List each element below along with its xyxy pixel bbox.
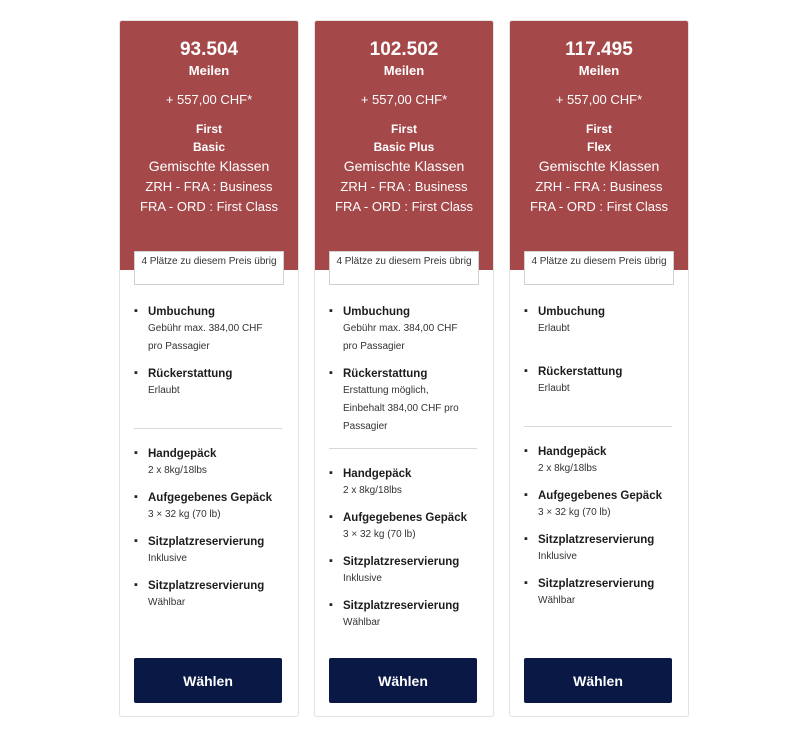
availability-badge: 4 Plätze zu diesem Preis übrig (329, 251, 479, 285)
bullet-icon: ▪ (329, 305, 333, 317)
feature-desc: Inklusive (538, 551, 577, 562)
feature-seat-reservation (524, 576, 674, 610)
fare-card-first-basic (119, 20, 299, 717)
feature-rebooking (329, 304, 479, 356)
bullet-icon: ▪ (524, 577, 528, 589)
divider (524, 426, 672, 427)
availability-badge: 4 Plätze zu diesem Preis übrig (524, 251, 674, 285)
segment-1-class: ZRH - FRA : Business (340, 179, 468, 194)
feature-title: Handgepäck (343, 468, 412, 480)
feature-desc: 3 × 32 kg (70 lb) (343, 529, 416, 540)
feature-refund (134, 366, 284, 400)
divider (134, 428, 282, 429)
availability-badge: 4 Plätze zu diesem Preis übrig (134, 251, 284, 285)
feature-title: Rückerstattung (343, 368, 428, 380)
cabin-class: First (195, 122, 222, 136)
bullet-icon: ▪ (134, 447, 138, 459)
feature-desc: Einbehalt 384,00 CHF pro (343, 403, 459, 414)
bullet-icon: ▪ (329, 467, 333, 479)
bullet-icon: ▪ (134, 367, 138, 379)
miles-unit: Meilen (188, 63, 230, 78)
fare-card-header (315, 21, 493, 270)
feature-desc: Erlaubt (148, 385, 180, 396)
segment-2-class: FRA - ORD : First Class (530, 199, 668, 214)
feature-desc: pro Passagier (343, 341, 405, 352)
bullet-icon: ▪ (329, 555, 333, 567)
feature-title: Sitzplatzreservierung (343, 556, 460, 568)
mixed-classes-label: Gemischte Klassen (538, 158, 660, 174)
feature-title: Aufgegebenes Gepäck (148, 492, 272, 504)
feature-hand-baggage (329, 466, 479, 500)
bullet-icon: ▪ (524, 445, 528, 457)
feature-desc: Wählbar (343, 617, 381, 628)
cabin-class: First (390, 122, 417, 136)
feature-desc: Gebühr max. 384,00 CHF (343, 323, 458, 334)
fare-card-first-basic-plus (314, 20, 494, 717)
segment-1-class: ZRH - FRA : Business (535, 179, 663, 194)
miles-amount: 117.495 (565, 39, 633, 60)
miles-amount: 93.504 (179, 39, 239, 60)
feature-rebooking (524, 304, 674, 338)
feature-title: Rückerstattung (538, 366, 623, 378)
feature-seat-reservation (524, 532, 674, 566)
divider (329, 448, 477, 449)
fare-card-first-flex (509, 20, 689, 717)
cabin-class: First (585, 122, 612, 136)
feature-desc: 2 x 8kg/18lbs (343, 485, 402, 496)
feature-title: Sitzplatzreservierung (343, 600, 460, 612)
feature-seat-reservation (329, 554, 479, 588)
feature-desc: Inklusive (343, 573, 382, 584)
select-fare-button[interactable]: Wählen (134, 658, 282, 703)
miles-amount: 102.502 (369, 39, 439, 60)
feature-refund (524, 364, 674, 398)
feature-title: Aufgegebenes Gepäck (343, 512, 467, 524)
miles-unit: Meilen (578, 63, 620, 78)
feature-checked-baggage (329, 510, 479, 544)
bullet-icon: ▪ (524, 533, 528, 545)
feature-title: Handgepäck (538, 446, 607, 458)
miles-unit: Meilen (383, 63, 425, 78)
bullet-icon: ▪ (134, 491, 138, 503)
feature-desc: 2 x 8kg/18lbs (148, 465, 207, 476)
bullet-icon: ▪ (134, 579, 138, 591)
feature-desc: 2 x 8kg/18lbs (538, 463, 597, 474)
feature-title: Handgepäck (148, 448, 217, 460)
fare-card-header (510, 21, 688, 270)
feature-seat-reservation (134, 534, 284, 568)
feature-desc: Erstattung möglich, (343, 385, 429, 396)
feature-title: Sitzplatzreservierung (538, 578, 655, 590)
feature-desc: Gebühr max. 384,00 CHF (148, 323, 263, 334)
feature-title: Sitzplatzreservierung (538, 534, 655, 546)
bullet-icon: ▪ (329, 367, 333, 379)
select-fare-button[interactable]: Wählen (329, 658, 477, 703)
feature-title: Umbuchung (343, 306, 411, 318)
feature-seat-reservation (134, 578, 284, 612)
feature-desc: Passagier (343, 421, 388, 432)
feature-hand-baggage (134, 446, 284, 480)
select-fare-button[interactable]: Wählen (524, 658, 672, 703)
feature-title: Sitzplatzreservierung (148, 536, 265, 548)
feature-desc: Wählbar (538, 595, 576, 606)
bullet-icon: ▪ (134, 535, 138, 547)
feature-title: Aufgegebenes Gepäck (538, 490, 662, 502)
fare-card-header (120, 21, 298, 270)
bullet-icon: ▪ (524, 489, 528, 501)
segment-2-class: FRA - ORD : First Class (140, 199, 278, 214)
feature-refund (329, 366, 479, 436)
fare-family: Basic (192, 140, 226, 154)
segment-1-class: ZRH - FRA : Business (145, 179, 273, 194)
segment-2-class: FRA - ORD : First Class (335, 199, 473, 214)
feature-desc: Erlaubt (538, 323, 570, 334)
fare-family: Flex (586, 140, 611, 154)
feature-seat-reservation (329, 598, 479, 632)
mixed-classes-label: Gemischte Klassen (343, 158, 465, 174)
feature-title: Sitzplatzreservierung (148, 580, 265, 592)
feature-desc: 3 × 32 kg (70 lb) (148, 509, 221, 520)
fare-family: Basic Plus (373, 140, 435, 154)
surcharge-price: + 557,00 CHF* (165, 92, 253, 107)
bullet-icon: ▪ (329, 599, 333, 611)
feature-desc: Inklusive (148, 553, 187, 564)
feature-checked-baggage (524, 488, 674, 522)
feature-title: Umbuchung (148, 306, 216, 318)
surcharge-price: + 557,00 CHF* (360, 92, 448, 107)
bullet-icon: ▪ (329, 511, 333, 523)
feature-desc: Erlaubt (538, 383, 570, 394)
feature-hand-baggage (524, 444, 674, 478)
bullet-icon: ▪ (524, 305, 528, 317)
bullet-icon: ▪ (524, 365, 528, 377)
feature-desc: Wählbar (148, 597, 186, 608)
feature-rebooking (134, 304, 284, 356)
surcharge-price: + 557,00 CHF* (555, 92, 643, 107)
feature-desc: pro Passagier (148, 341, 210, 352)
feature-checked-baggage (134, 490, 284, 524)
mixed-classes-label: Gemischte Klassen (148, 158, 270, 174)
feature-title: Umbuchung (538, 306, 606, 318)
bullet-icon: ▪ (134, 305, 138, 317)
feature-title: Rückerstattung (148, 368, 233, 380)
feature-desc: 3 × 32 kg (70 lb) (538, 507, 611, 518)
